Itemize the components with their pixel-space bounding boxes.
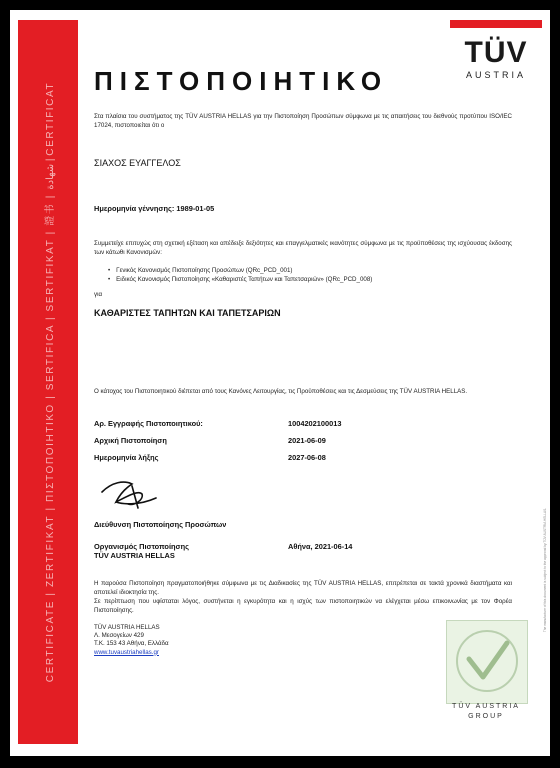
rules-paragraph: Ο κάτοχος του Πιστοποιητικού διέπεται από τους Κανόνες Λειτουργίας, τις Προϋποθέσεις και τις Δεσμεύσεις της TÜV AUSTRIA HELLAS. — [94, 388, 468, 395]
regulation-item: • Ειδικός Κανονισμός Πιστοποίησης «Καθαριστές Ταπήτων και Ταπετσαριών» (QRc_PCD_008) — [108, 276, 372, 285]
tuv-austria-logo — [450, 38, 542, 94]
director-title: Διεύθυνση Πιστοποίησης Προσώπων — [94, 520, 227, 529]
organization-line1: Οργανισμός Πιστοποίησης — [94, 542, 189, 551]
logo-country: AUSTRIA — [465, 70, 526, 80]
date-of-birth — [94, 204, 214, 213]
certificate-page — [10, 10, 550, 756]
address-street: Λ. Μεσογείων 429 — [94, 632, 144, 640]
sidebar-certificate-text: CERTIFICATE | ZERTIFIKAT | ΠΙΣΤΟΠΟΙΗΤΙΚΟ | SERTIFICA | SERTIFIKAT | 證书 | شهادة | CERTIFICAT — [45, 81, 56, 683]
organization — [94, 542, 189, 560]
group-line1: TÜV AUSTRIA — [452, 703, 520, 710]
regulation-item: • Γενικός Κανονισμός Πιστοποίησης Προσώπων (QRc_PCD_001) — [108, 267, 372, 276]
registration-label: Αρ. Εγγραφής Πιστοποιητικού: — [94, 419, 203, 428]
holder-name: ΣΙΑΧΟΣ ΕΥΑΓΓΕΛΟΣ — [94, 158, 181, 168]
checkmark-seal-icon — [447, 621, 527, 703]
dob-label: Ημερομηνία γέννησης: — [94, 204, 175, 213]
signature — [98, 472, 160, 512]
side-legal-note: The manufacture of this document is subject to the approval by TÜV AUSTRIA HELLAS. — [543, 507, 547, 633]
address-org: TÜV AUSTRIA HELLAS — [94, 624, 160, 631]
logo-brand: TÜV — [464, 36, 528, 69]
top-red-strip — [450, 20, 542, 28]
dob-value: 1989-01-05 — [176, 204, 215, 213]
for-label: για — [94, 291, 103, 298]
initial-cert-value: 2021-06-09 — [288, 436, 326, 445]
group-line2: GROUP — [468, 713, 504, 720]
address-block — [94, 624, 169, 657]
website-link[interactable]: www.tuvaustriahellas.gr — [94, 648, 159, 656]
document-title: ΠΙΣΤΟΠΟΙΗΤΙΚΟ — [94, 66, 389, 96]
group-label — [430, 702, 542, 722]
intro-paragraph: Στα πλαίσια του συστήματος της TÜV AUSTRIA HELLAS για την Πιστοποίηση Προσώπων σύμφωνα με τις απαιτήσεις του διεθνούς προτύπου ISO/IEC 17024, πιστοποιείται ότι ο — [94, 113, 512, 129]
address-city: Τ.Κ. 153 43 Αθήνα, Ελλάδα — [94, 640, 169, 648]
registration-value: 1004202100013 — [288, 419, 342, 428]
accreditation-seal — [446, 620, 528, 704]
expiry-label: Ημερομηνία λήξης — [94, 453, 159, 462]
organization-line2: TÜV AUSTRIA HELLAS — [94, 551, 175, 560]
regulations-list — [108, 267, 372, 284]
initial-cert-label: Αρχική Πιστοποίηση — [94, 436, 167, 445]
contact-paragraph: Σε περίπτωση που υφίσταται λόγος, συστήνεται η εγκυρότητα και η ισχύς των πιστοποιητικών να ελέγχεται μέσω επικοινωνίας με τον Φορέα Πιστοποίησης. — [94, 598, 512, 614]
validity-paragraph: Η παρούσα Πιστοποίηση πραγματοποιήθηκε σύμφωνα με τις Διαδικασίες της TÜV AUSTRIA HELLAS, επιτρέπεται σε τακτά χρονικά διαστήματα και αποτελεί ιδιοκτησία της. — [94, 580, 512, 596]
place-date: Αθήνα, 2021-06-14 — [288, 542, 353, 551]
exam-paragraph: Συμμετείχε επιτυχώς στη σχετική εξέταση και απέδειξε δεξιότητες και επαγγελματικές ικανότητες σύμφωνα με τις προϋποθέσεις της ισχύουσας έκδοσης των κάτωθι Κανονισμών: — [94, 240, 512, 256]
expiry-value: 2027-06-08 — [288, 453, 326, 462]
profession-title: ΚΑΘΑΡΙΣΤΕΣ ΤΑΠΗΤΩΝ ΚΑΙ ΤΑΠΕΤΣΑΡΙΩΝ — [94, 308, 281, 318]
